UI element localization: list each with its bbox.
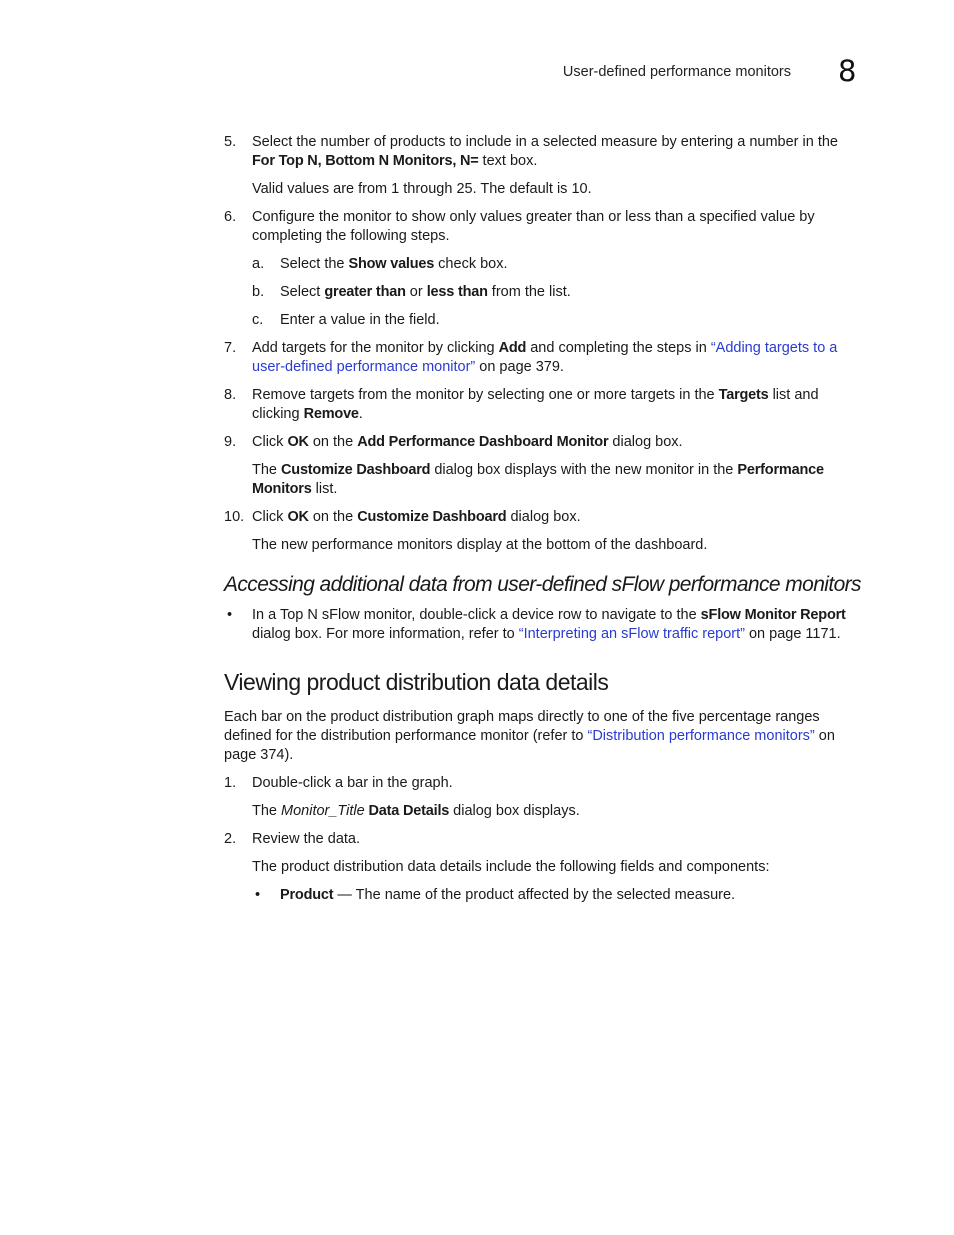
step-text: and completing the steps in [526, 340, 711, 356]
step-5 [224, 133, 864, 171]
step-number: 5. [224, 134, 237, 150]
ui-term: Remove [303, 406, 359, 422]
substep-text: or [405, 284, 427, 300]
note-text: The [252, 803, 282, 819]
bullet-text: dialog box. For more information, refer to [252, 626, 519, 642]
note-text: list. [311, 481, 338, 497]
step-text: Review the data. [252, 831, 361, 847]
page-content [224, 133, 864, 914]
step-10 [224, 508, 864, 527]
placeholder-term: Monitor_Title [281, 803, 365, 819]
ui-term: sFlow Monitor Report [700, 607, 846, 623]
substep-c [224, 311, 864, 330]
ui-term: OK [287, 509, 309, 525]
field-bullet-product [224, 886, 864, 905]
substep-a [224, 255, 864, 274]
step-text: . [358, 406, 363, 422]
substep-letter: a. [252, 256, 265, 272]
step-text: Select the number of products to include in a selected measure by entering a number in the [252, 134, 838, 150]
section-heading-sflow: Accessing additional data from user-defined sFlow performance monitors [224, 573, 861, 596]
step-text: on the [308, 434, 358, 450]
sflow-bullet [224, 606, 864, 644]
step-text: dialog box. [506, 509, 581, 525]
ui-term: Customize Dashboard [281, 462, 431, 478]
step-number: 9. [224, 434, 237, 450]
ui-term: Performance Monitors [252, 462, 824, 497]
step-9 [224, 433, 864, 452]
cross-reference-link[interactable]: “Distribution performance monitors” [587, 728, 815, 744]
ui-term: Customize Dashboard [357, 509, 507, 525]
ui-term: Add Performance Dashboard Monitor [357, 434, 609, 450]
step-text: Double-click a bar in the graph. [252, 775, 453, 791]
substep-text: Enter a value in the field. [280, 312, 440, 328]
step-text: Remove targets from the monitor by selecting one or more targets in the [252, 387, 719, 403]
ui-term: OK [287, 434, 309, 450]
step-number: 6. [224, 209, 237, 225]
bullet-text: In a Top N sFlow monitor, double-click a device row to navigate to the [252, 607, 701, 623]
note-text: dialog box displays with the new monitor in the [430, 462, 738, 478]
bullet-mark: • [227, 607, 233, 623]
dist-step-2-note: The product distribution data details include the following fields and components: [252, 859, 770, 875]
substep-b [224, 283, 864, 302]
para-text: on page 374). [224, 728, 835, 763]
step-text: Click [252, 509, 288, 525]
running-header-title: User-defined performance monitors [562, 64, 791, 80]
ui-term: Show values [348, 256, 435, 272]
step-8 [224, 386, 864, 424]
step-text: text box. [478, 153, 538, 169]
step-10-note: The new performance monitors display at the bottom of the dashboard. [252, 537, 708, 553]
cross-reference-link[interactable]: “Interpreting an sFlow traffic report” [518, 626, 745, 642]
dist-step-1 [224, 774, 864, 793]
step-6 [224, 208, 864, 246]
step-text: Add targets for the monitor by clicking [252, 340, 499, 356]
substep-text: check box. [434, 256, 508, 272]
para-text: Each bar on the product distribution graph maps directly to one of the five percentage ranges defined for the distribution performance monitor (refer to [224, 709, 820, 744]
step-5-note: Valid values are from 1 through 25. The default is 10. [252, 181, 592, 197]
step-number: 8. [224, 387, 237, 403]
ui-term: Add [498, 340, 527, 356]
bullet-mark: • [255, 887, 261, 903]
substep-letter: b. [252, 284, 265, 300]
ui-term: Targets [718, 387, 769, 403]
ui-term: less than [426, 284, 488, 300]
distribution-intro [224, 708, 864, 765]
ui-term: greater than [324, 284, 406, 300]
chapter-number: 8 [838, 54, 857, 88]
substep-text: Select [280, 284, 325, 300]
step-text: Configure the monitor to show only values greater than or less than a specified value by completing the following steps. [252, 209, 815, 244]
step-text: list and clicking [252, 387, 819, 422]
ui-term: Product [280, 887, 334, 903]
note-text: The [252, 462, 282, 478]
ui-term: Data Details [364, 803, 450, 819]
bullet-text: on page 1171. [744, 626, 841, 642]
step-9-note [224, 461, 864, 499]
substep-letter: c. [252, 312, 264, 328]
section-heading-distribution: Viewing product distribution data details [224, 669, 609, 695]
step-number: 2. [224, 831, 237, 847]
step-7 [224, 339, 864, 377]
dist-step-1-note [224, 802, 864, 821]
bullet-text: — The name of the product affected by the selected measure. [333, 887, 736, 903]
dist-step-2 [224, 830, 864, 849]
step-number: 1. [224, 775, 237, 791]
step-number: 10. [224, 509, 245, 525]
step-number: 7. [224, 340, 237, 356]
note-text: dialog box displays. [449, 803, 580, 819]
substep-text: from the list. [487, 284, 571, 300]
step-text: on page 379. [475, 359, 564, 375]
cross-reference-link[interactable]: “Adding targets to a user-defined performance monitor” [252, 340, 838, 375]
ui-term: For Top N, Bottom N Monitors, N= [252, 153, 479, 169]
substep-text: Select the [280, 256, 349, 272]
step-text: dialog box. [608, 434, 683, 450]
step-text: on the [308, 509, 358, 525]
step-text: Click [252, 434, 288, 450]
